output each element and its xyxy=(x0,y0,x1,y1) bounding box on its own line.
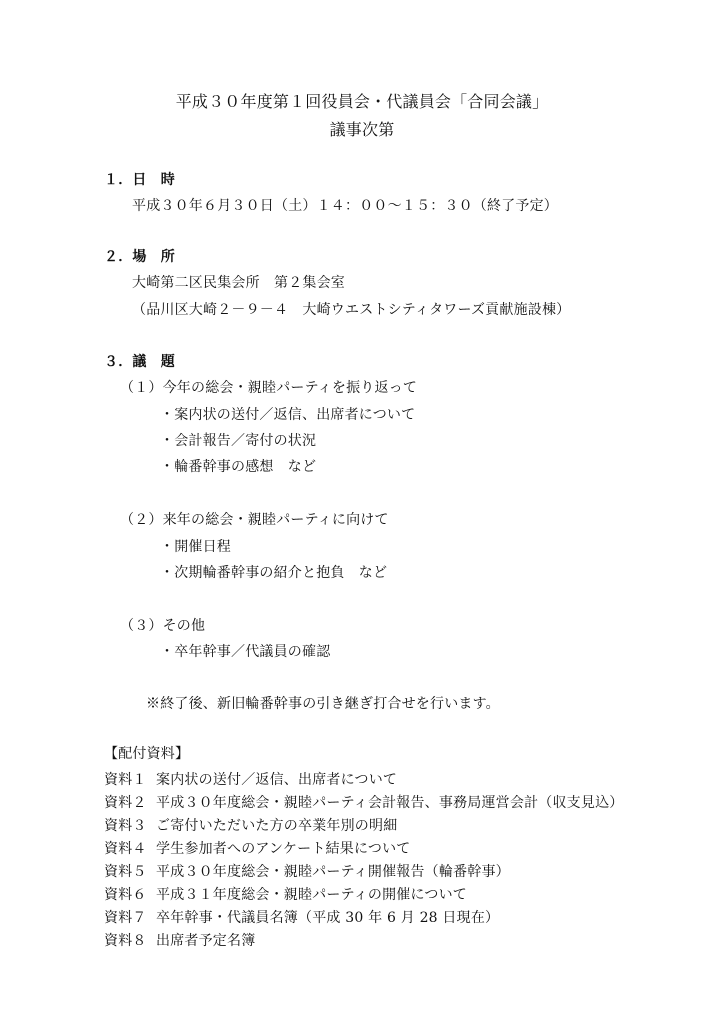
agenda-item-1-sub: ・会計報告／寄付の状況 xyxy=(160,433,317,449)
material-label: 資料８ xyxy=(104,933,147,949)
agenda-item-2-sub: ・次期輪番幹事の紹介と抱負 など xyxy=(160,565,388,581)
agenda-item-3-sub: ・卒年幹事／代議員の確認 xyxy=(160,644,331,660)
material-label: 資料２ xyxy=(104,795,147,811)
document-subtitle: 議事次第 xyxy=(329,120,395,139)
place-venue: 大崎第二区民集会所 第２集会室 xyxy=(132,275,345,291)
agenda-item-1-title: （１）今年の総会・親睦パーティを振り返って xyxy=(120,380,418,396)
agenda-item-2-title: （２）来年の総会・親睦パーティに向けて xyxy=(120,512,389,528)
material-text: 平成３０年度総会・親睦パーティ会計報告、事務局運営会計（収支見込） xyxy=(156,795,624,811)
material-text: 平成３０年度総会・親睦パーティ開催報告（輪番幹事） xyxy=(156,864,510,880)
agenda-item-2-sub: ・開催日程 xyxy=(160,539,231,555)
material-label: 資料６ xyxy=(104,887,147,903)
material-text: 学生参加者へのアンケート結果について xyxy=(156,841,411,857)
material-text: 案内状の送付／返信、出席者について xyxy=(156,772,398,788)
material-text: 出席者予定名簿 xyxy=(156,933,256,949)
agenda-item-1-sub: ・案内状の送付／返信、出席者について xyxy=(160,407,416,423)
agenda-item-1-sub: ・輪番幹事の感想 など xyxy=(160,459,317,475)
materials-heading: 【配付資料】 xyxy=(104,746,190,762)
section-heading-place: ２．場 所 xyxy=(104,249,175,265)
material-label: 資料３ xyxy=(104,818,147,834)
section-heading-datetime: １．日 時 xyxy=(104,172,175,188)
material-label: 資料４ xyxy=(104,841,147,857)
material-text: 卒年幹事・代議員名簿（平成 30 年 6 月 28 日現在） xyxy=(156,910,500,926)
section-heading-agenda: ３．議 題 xyxy=(104,354,175,370)
material-label: 資料１ xyxy=(104,772,147,788)
material-label: 資料７ xyxy=(104,910,147,926)
material-text: ご寄付いただいた方の卒業年別の明細 xyxy=(156,818,398,834)
place-address: （品川区大崎２－９－４ 大崎ウエストシティタワーズ貢献施設棟） xyxy=(132,302,571,318)
datetime-text: 平成３０年６月３０日（土）１４：００～１５：３０（終了予定） xyxy=(132,198,558,214)
agenda-item-3-title: （３）その他 xyxy=(120,618,206,634)
document-title: 平成３０年度第１回役員会・代議員会「合同会議」 xyxy=(175,92,549,111)
material-text: 平成３１年度総会・親睦パーティの開催について xyxy=(156,887,467,903)
material-label: 資料５ xyxy=(104,864,147,880)
agenda-note: ※終了後、新旧輪番幹事の引き継ぎ打合せを行います。 xyxy=(146,696,500,712)
